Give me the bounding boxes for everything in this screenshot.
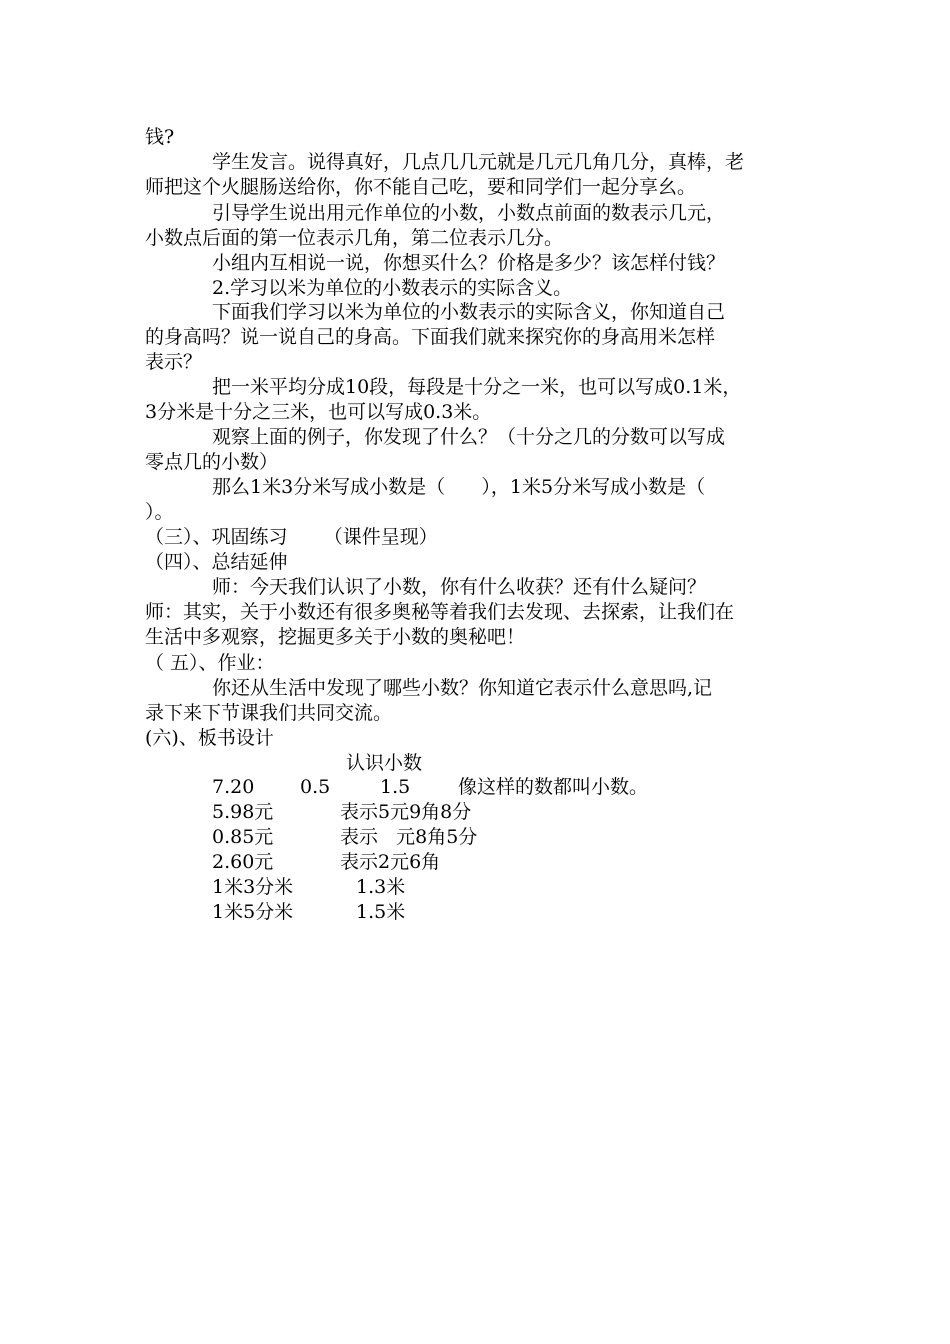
- board-note: 1.3米: [356, 876, 406, 898]
- text-line: 录下来下节课我们共同交流。: [145, 702, 393, 724]
- text-line: 学生发言。说得真好，几点几几元就是几元几角几分，真棒，老: [212, 151, 745, 173]
- section-heading: (六)、板书设计: [145, 727, 274, 749]
- board-value: 1米3分米: [212, 876, 294, 898]
- text-line: 钱?: [145, 126, 175, 148]
- text-line: 表示？: [145, 351, 203, 373]
- text-line: 观察上面的例子，你发现了什么？（十分之几的分数可以写成: [212, 426, 726, 448]
- text-line: 小数点后面的第一位表示几角，第二位表示几分。: [145, 227, 564, 249]
- board-value: 7.20: [212, 776, 255, 798]
- board-value: 0.5: [300, 776, 331, 798]
- board-value: 1.5: [380, 776, 411, 798]
- board-note: 像这样的数都叫小数。: [458, 776, 649, 798]
- board-value: 2.60元: [212, 851, 274, 873]
- text-line: 下面我们学习以米为单位的小数表示的实际含义，你知道自己: [212, 301, 726, 323]
- text-line: 师：其实，关于小数还有很多奥秘等着我们去发现、去探索，让我们在: [145, 601, 735, 623]
- board-title: 认识小数: [346, 752, 423, 774]
- text-line: 引导学生说出用元作单位的小数，小数点前面的数表示几元，: [212, 202, 726, 224]
- board-value: 5.98元: [212, 801, 274, 823]
- text-line: 师把这个火腿肠送给你，你不能自己吃，要和同学们一起分享幺。: [145, 176, 697, 198]
- text-line: 3分米是十分之三米，也可以写成0.3米。: [145, 401, 492, 423]
- text-line: 2.学习以米为单位的小数表示的实际含义。: [212, 277, 573, 299]
- board-value: 1米5分米: [212, 901, 294, 923]
- text-line: 你还从生活中发现了哪些小数？你知道它表示什么意思吗,记: [212, 677, 713, 699]
- board-note: 表示5元9角8分: [340, 801, 472, 823]
- board-note: 表示 元8角5分: [340, 826, 478, 848]
- text-line: 生活中多观察，挖掘更多关于小数的奥秘吧！: [145, 626, 526, 648]
- text-line: 师：今天我们认识了小数，你有什么收获？还有什么疑问？: [212, 576, 707, 598]
- text-line: 把一米平均分成10段，每段是十分之一米，也可以写成0.1米，: [212, 376, 742, 398]
- section-heading: （ 五）、作业：: [145, 652, 275, 674]
- board-note: 1.5米: [356, 901, 406, 923]
- board-note: 表示2元6角: [340, 851, 441, 873]
- text-line: 小组内互相说一说，你想买什么？价格是多少？该怎样付钱？: [212, 252, 726, 274]
- text-line: ）。: [145, 501, 174, 523]
- section-heading: （四）、总结延伸: [145, 551, 288, 573]
- text-line: 的身高吗？说一说自己的身高。下面我们就来探究你的身高用米怎样: [145, 326, 716, 348]
- board-value: 0.85元: [212, 826, 274, 848]
- section-heading: （三）、巩固练习 （课件呈现）: [145, 526, 438, 548]
- text-line: 那么1米3分米写成小数是（ ），1米5分米写成小数是（: [212, 476, 706, 498]
- text-line: 零点几的小数）: [145, 451, 279, 473]
